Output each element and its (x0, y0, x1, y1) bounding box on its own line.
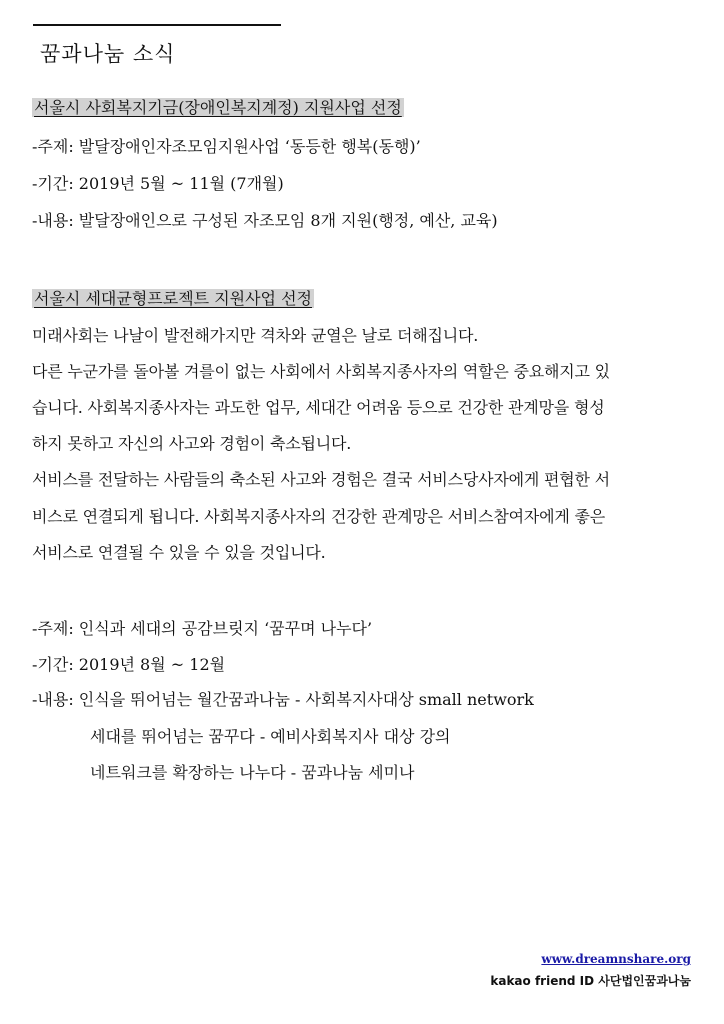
section2-content-line: 세대를 뛰어넘는 꿈꾸다 - 예비사회복지사 대상 강의 (90, 727, 451, 746)
website-link[interactable]: www.dreamnshare.org (541, 952, 691, 966)
section2-paragraph-line: 미래사회는 나날이 발전해가지만 격차와 균열은 날로 더해집니다. (32, 326, 479, 345)
section2-paragraph-line: 비스로 연결되게 됩니다. 사회복지종사자의 건강한 관계망은 서비스참여자에게 좋은 (32, 507, 606, 526)
section2-heading: 서울시 세대균형프로젝트 지원사업 선정 (34, 289, 313, 308)
section2-paragraph-line: 서비스로 연결될 수 있을 수 있을 것입니다. (32, 543, 326, 562)
section2-heading-line (32, 288, 314, 310)
section2-paragraph-line: 습니다. 사회복지종사자는 과도한 업무, 세대간 어려움 등으로 건강한 관계망을 형성 (32, 398, 605, 417)
section1-heading: 서울시 사회복지기금(장애인복지계정) 지원사업 선정 (34, 98, 402, 117)
section1-content: -내용: 발달장애인으로 구성된 자조모임 8개 지원(행정, 예산, 교육) (32, 211, 498, 230)
section1-topic: -주제: 발달장애인자조모임지원사업 ‘동등한 행복(동행)’ (32, 137, 421, 156)
section1-period: -기간: 2019년 5월 ~ 11월 (7개월) (32, 174, 284, 193)
section1-heading-line (32, 97, 404, 119)
section2-paragraph-line: 서비스를 전달하는 사람들의 축소된 사고와 경험은 결국 서비스당사자에게 편협한 서 (32, 470, 610, 489)
top-divider (33, 24, 281, 26)
section2-content-line: -내용: 인식을 뛰어넘는 월간꿈과나눔 - 사회복지사대상 small network (32, 690, 534, 709)
section2-paragraph-line: 다른 누군가를 돌아볼 겨를이 없는 사회에서 사회복지종사자의 역할은 중요해지고 있 (32, 362, 610, 381)
section2-topic: -주제: 인식과 세대의 공감브릿지 ‘꿈꾸며 나누다’ (32, 619, 373, 638)
section2-paragraph-line: 하지 못하고 자신의 사고와 경험이 축소됩니다. (32, 434, 352, 453)
kakao-id: kakao friend ID 사단법인꿈과나눔 (490, 974, 691, 988)
page-title: 꿈과나눔 소식 (40, 42, 176, 66)
section2-period: -기간: 2019년 8월 ~ 12월 (32, 655, 226, 674)
section2-content-line: 네트워크를 확장하는 나누다 - 꿈과나눔 세미나 (90, 763, 415, 782)
